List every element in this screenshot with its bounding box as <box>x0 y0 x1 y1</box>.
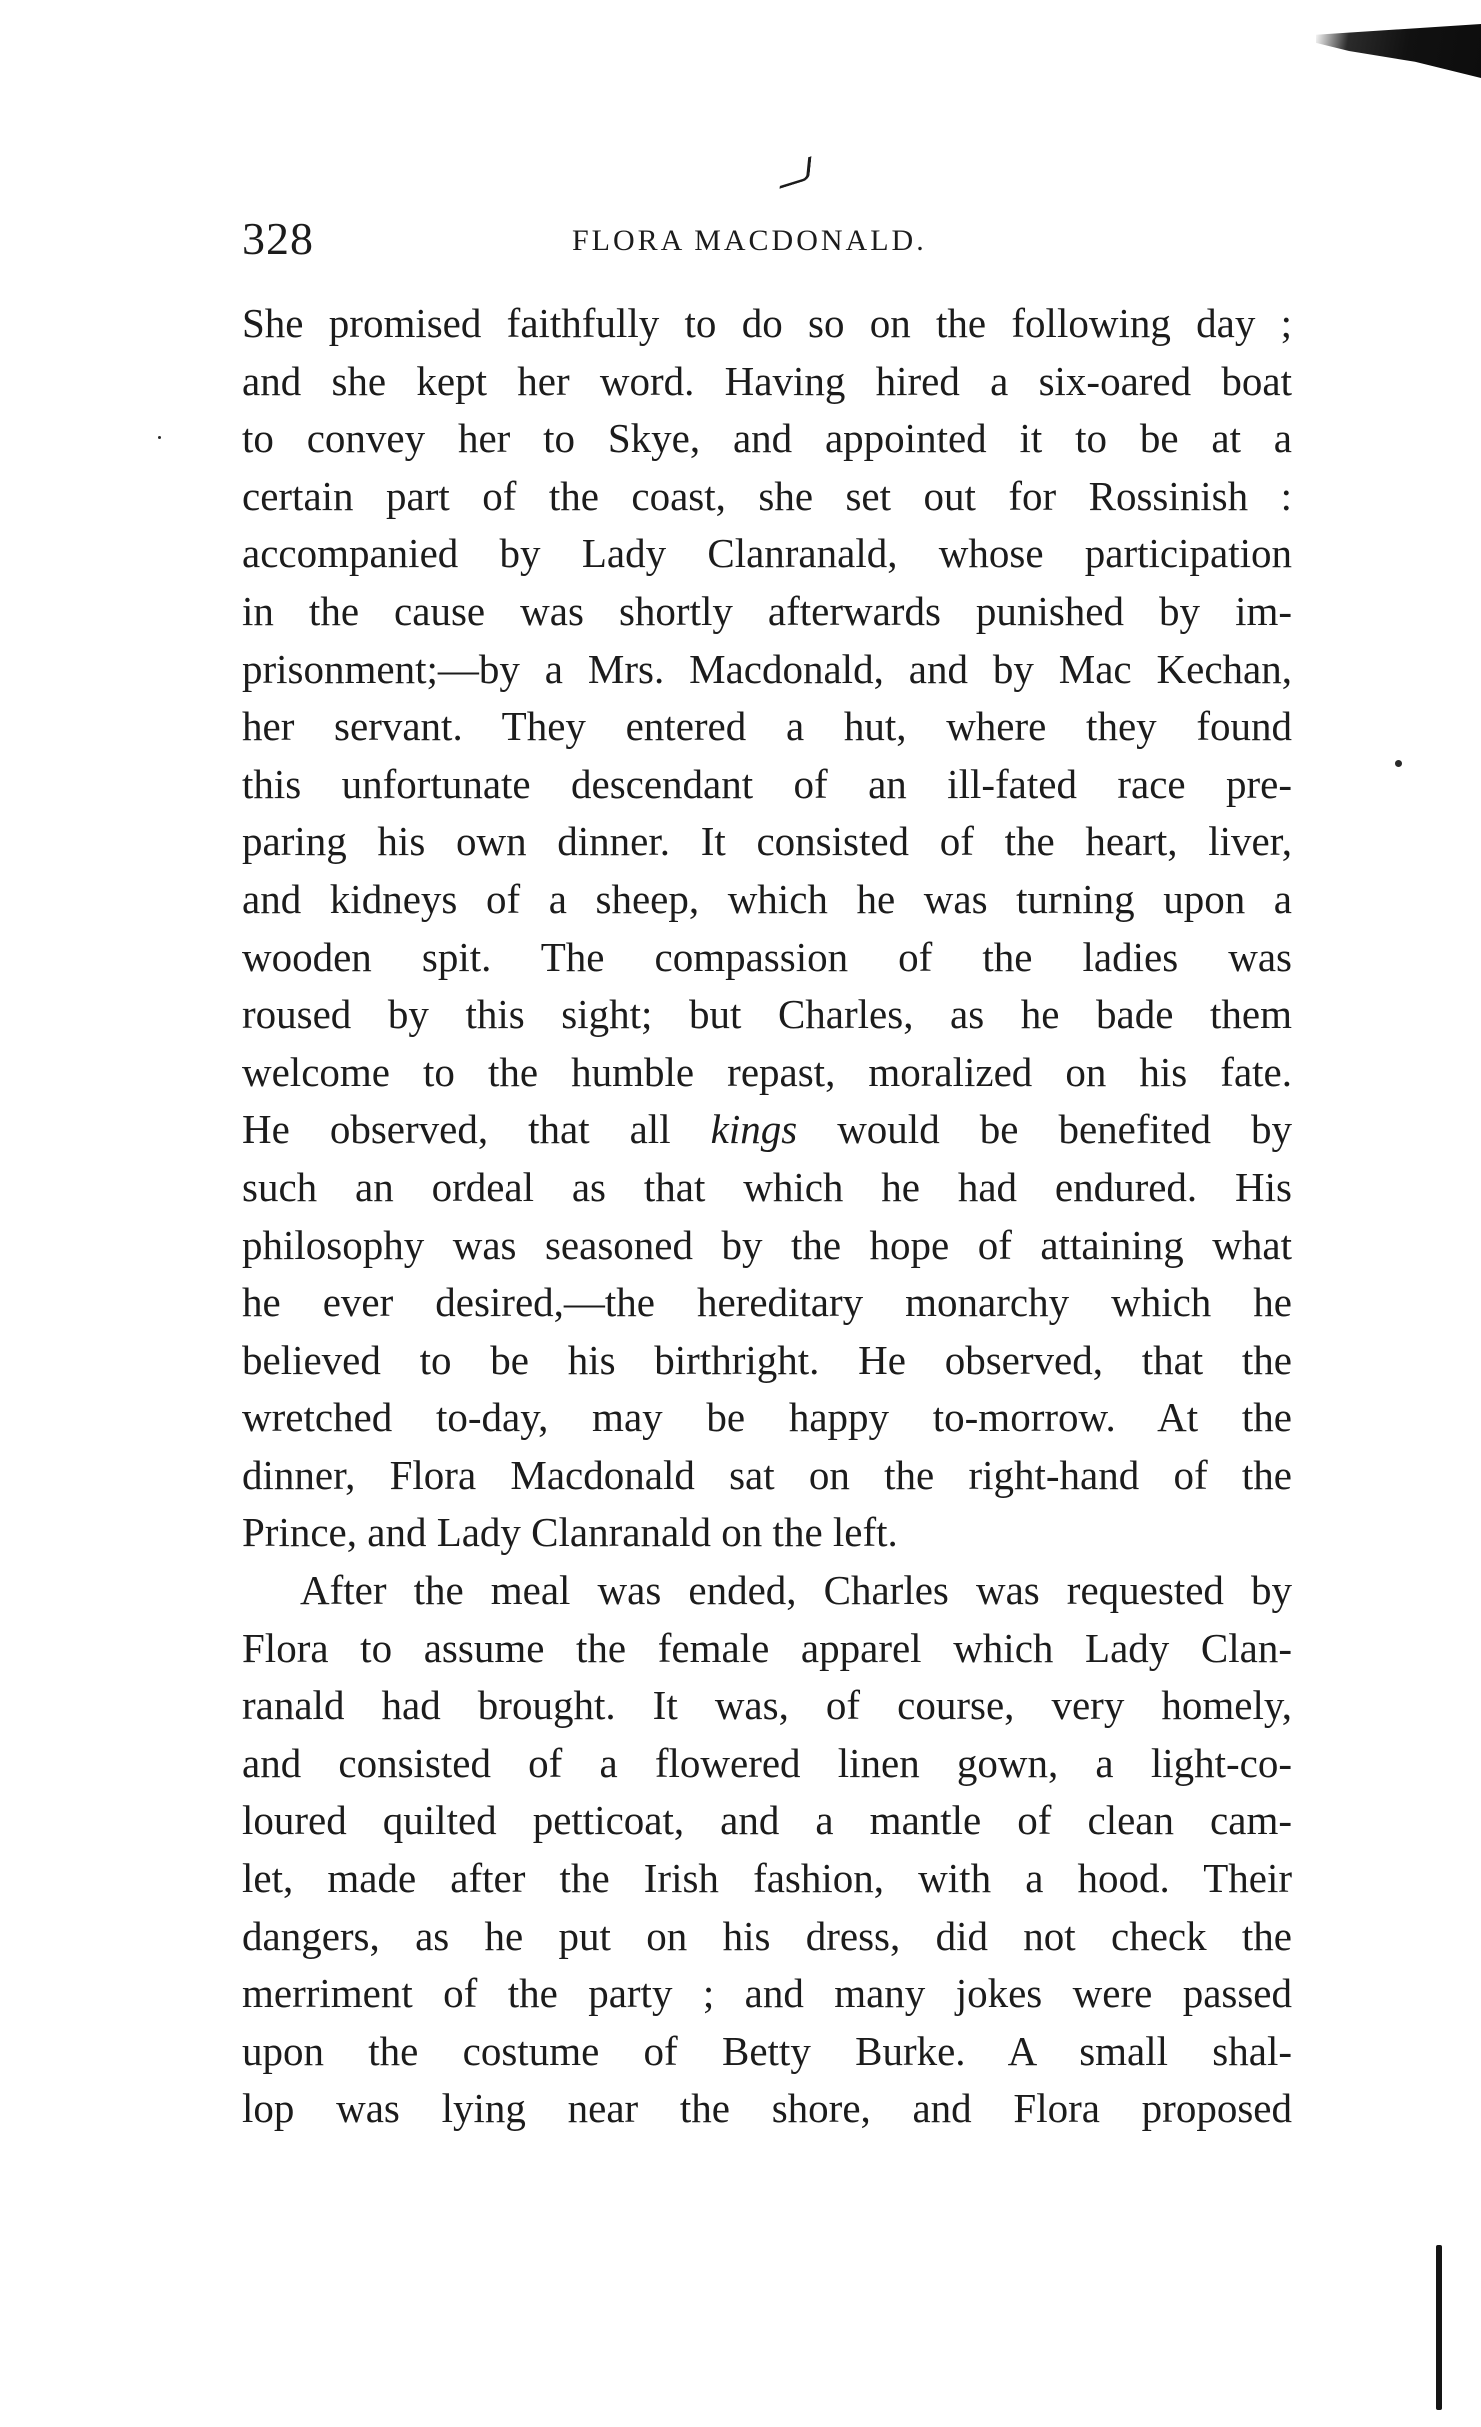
text-line <box>242 1101 1292 1159</box>
text-segment: He observed, that all <box>242 1106 711 1153</box>
pencil-tick-mark <box>779 156 811 189</box>
text-line: certain part of the coast, she set out for Rossinish : <box>242 472 1292 519</box>
text-line: roused by this sight; but Charles, as he bade them <box>242 991 1292 1038</box>
page-number: 328 <box>242 213 314 264</box>
text-line: After the meal was ended, Charles was requested by <box>300 1567 1292 1614</box>
text-line: She promised faithfully to do so on the following day ; <box>242 300 1292 346</box>
text-line: Flora to assume the female apparel which Lady Clan- <box>242 1624 1292 1671</box>
running-head: FLORA MACDONALD. <box>572 224 927 257</box>
body-text <box>242 295 1292 2138</box>
text-line: accompanied by Lady Clanranald, whose participation <box>242 530 1292 577</box>
text-line: welcome to the humble repast, moralized on his fate. <box>242 1048 1292 1095</box>
text-line: paring his own dinner. It consisted of the heart, liver, <box>242 818 1292 865</box>
text-line: dinner, Flora Macdonald sat on the right-hand of the <box>242 1451 1292 1498</box>
ink-speck <box>1395 760 1402 767</box>
ink-speck <box>158 436 161 439</box>
scan-edge-mark <box>1436 2245 1442 2410</box>
text-segment: would be benefited by <box>797 1106 1292 1153</box>
text-line: he ever desired,—the hereditary monarchy which he <box>242 1279 1292 1326</box>
text-line: this unfortunate descendant of an ill-fated race pre- <box>242 760 1292 807</box>
text-line: loured quilted petticoat, and a mantle of clean cam- <box>242 1797 1292 1844</box>
text-line: upon the costume of Betty Burke. A small shal- <box>242 2027 1292 2074</box>
text-line: lop was lying near the shore, and Flora proposed <box>242 2085 1292 2132</box>
text-line: merriment of the party ; and many jokes were passed <box>242 1970 1292 2017</box>
italic-word: kings <box>710 1106 798 1153</box>
text-line: believed to be his birthright. He observed, that the <box>242 1336 1292 1383</box>
text-line: philosophy was seasoned by the hope of attaining what <box>242 1221 1292 1268</box>
text-line: in the cause was shortly afterwards punished by im- <box>242 587 1292 634</box>
text-line: let, made after the Irish fashion, with a hood. Their <box>242 1855 1292 1902</box>
text-line: her servant. They entered a hut, where they found <box>242 703 1292 750</box>
page-header <box>242 212 1292 272</box>
text-line: ranald had brought. It was, of course, very homely, <box>242 1682 1292 1729</box>
text-line: Prince, and Lady Clanranald on the left. <box>242 1509 898 1556</box>
text-line: such an ordeal as that which he had endured. His <box>242 1163 1292 1210</box>
text-line: prisonment;—by a Mrs. Macdonald, and by Mac Kechan, <box>242 645 1292 692</box>
text-line: wretched to-day, may be happy to-morrow. At the <box>242 1394 1292 1441</box>
scan-edge-mark <box>1316 24 1481 78</box>
text-line: and she kept her word. Having hired a six-oared boat <box>242 357 1292 404</box>
text-line: and kidneys of a sheep, which he was turning upon a <box>242 875 1292 922</box>
text-line: wooden spit. The compassion of the ladies was <box>242 933 1292 980</box>
text-line: dangers, as he put on his dress, did not check the <box>242 1912 1292 1959</box>
text-line: to convey her to Skye, and appointed it to be at a <box>242 415 1292 462</box>
text-line: and consisted of a flowered linen gown, a light-co- <box>242 1739 1292 1786</box>
